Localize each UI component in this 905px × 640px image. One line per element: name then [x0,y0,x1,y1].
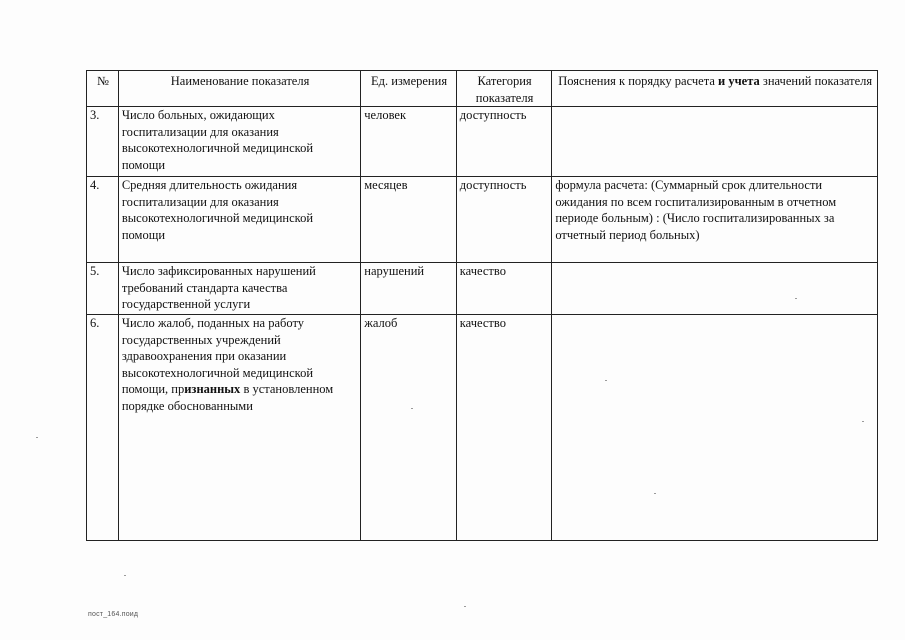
row-notes: формула расчета: (Суммарный срок длительности ожидания по всем госпитализированным в отчетном периоде больным) : (Число госпитализированных за отчетный период больных) [552,177,878,263]
row-category: доступность [456,177,552,263]
row-indicator-name: Средняя длительность ожидания госпитализации для оказания высокотехнологичной медицинской помощи [118,177,360,263]
footer-filename: пост_164.поид [88,611,139,618]
table-header-row [87,71,878,107]
row-indicator-name [118,315,360,541]
scan-speck [464,606,466,607]
scan-speck [124,575,126,576]
scan-speck [36,437,38,438]
header-calculation-notes [552,71,878,107]
row-category: качество [456,315,552,541]
header-notes-bold: и учета [718,74,760,88]
table-row [87,263,878,315]
row-unit: месяцев [361,177,457,263]
header-indicator-name: Наименование показателя [118,71,360,107]
row-unit: нарушений [361,263,457,315]
row-indicator-name: Число больных, ожидающих госпитализации для оказания высокотехнологичной медицинской помощи [118,107,360,177]
scan-speck [795,298,797,299]
row-name-bold: изнанных [184,382,241,396]
row-name-suffix: в установленном порядке обоснованными [121,382,334,413]
row-category: качество [456,263,552,315]
scan-speck [862,421,864,422]
row-unit: человек [361,107,457,177]
row-number: 5. [87,263,119,315]
row-number: 3. [87,107,119,177]
header-unit: Ед. измерения [361,71,457,107]
row-category: доступность [456,107,552,177]
row-notes [552,107,878,177]
row-notes [552,263,878,315]
scan-speck [654,493,656,494]
header-number: № [87,71,119,107]
scan-speck [605,380,607,381]
row-name-prefix: Число жалоб, поданных на работу государственных учреждений здравоохранения при оказании высокотехнологичной медицинской помощи, пр [121,316,314,396]
row-notes [552,315,878,541]
row-number: 6. [87,315,119,541]
table-row [87,177,878,263]
row-number: 4. [87,177,119,263]
scan-speck [411,408,413,409]
row-unit: жалоб [361,315,457,541]
row-indicator-name: Число зафиксированных нарушений требований стандарта качества государственной услуги [118,263,360,315]
indicators-table [86,70,878,541]
header-category: Категория показателя [456,71,552,107]
table-row [87,315,878,541]
header-notes-suffix: значений показателя [759,74,873,88]
table-row [87,107,878,177]
header-notes-prefix: Пояснения к порядку расчета [558,74,719,88]
